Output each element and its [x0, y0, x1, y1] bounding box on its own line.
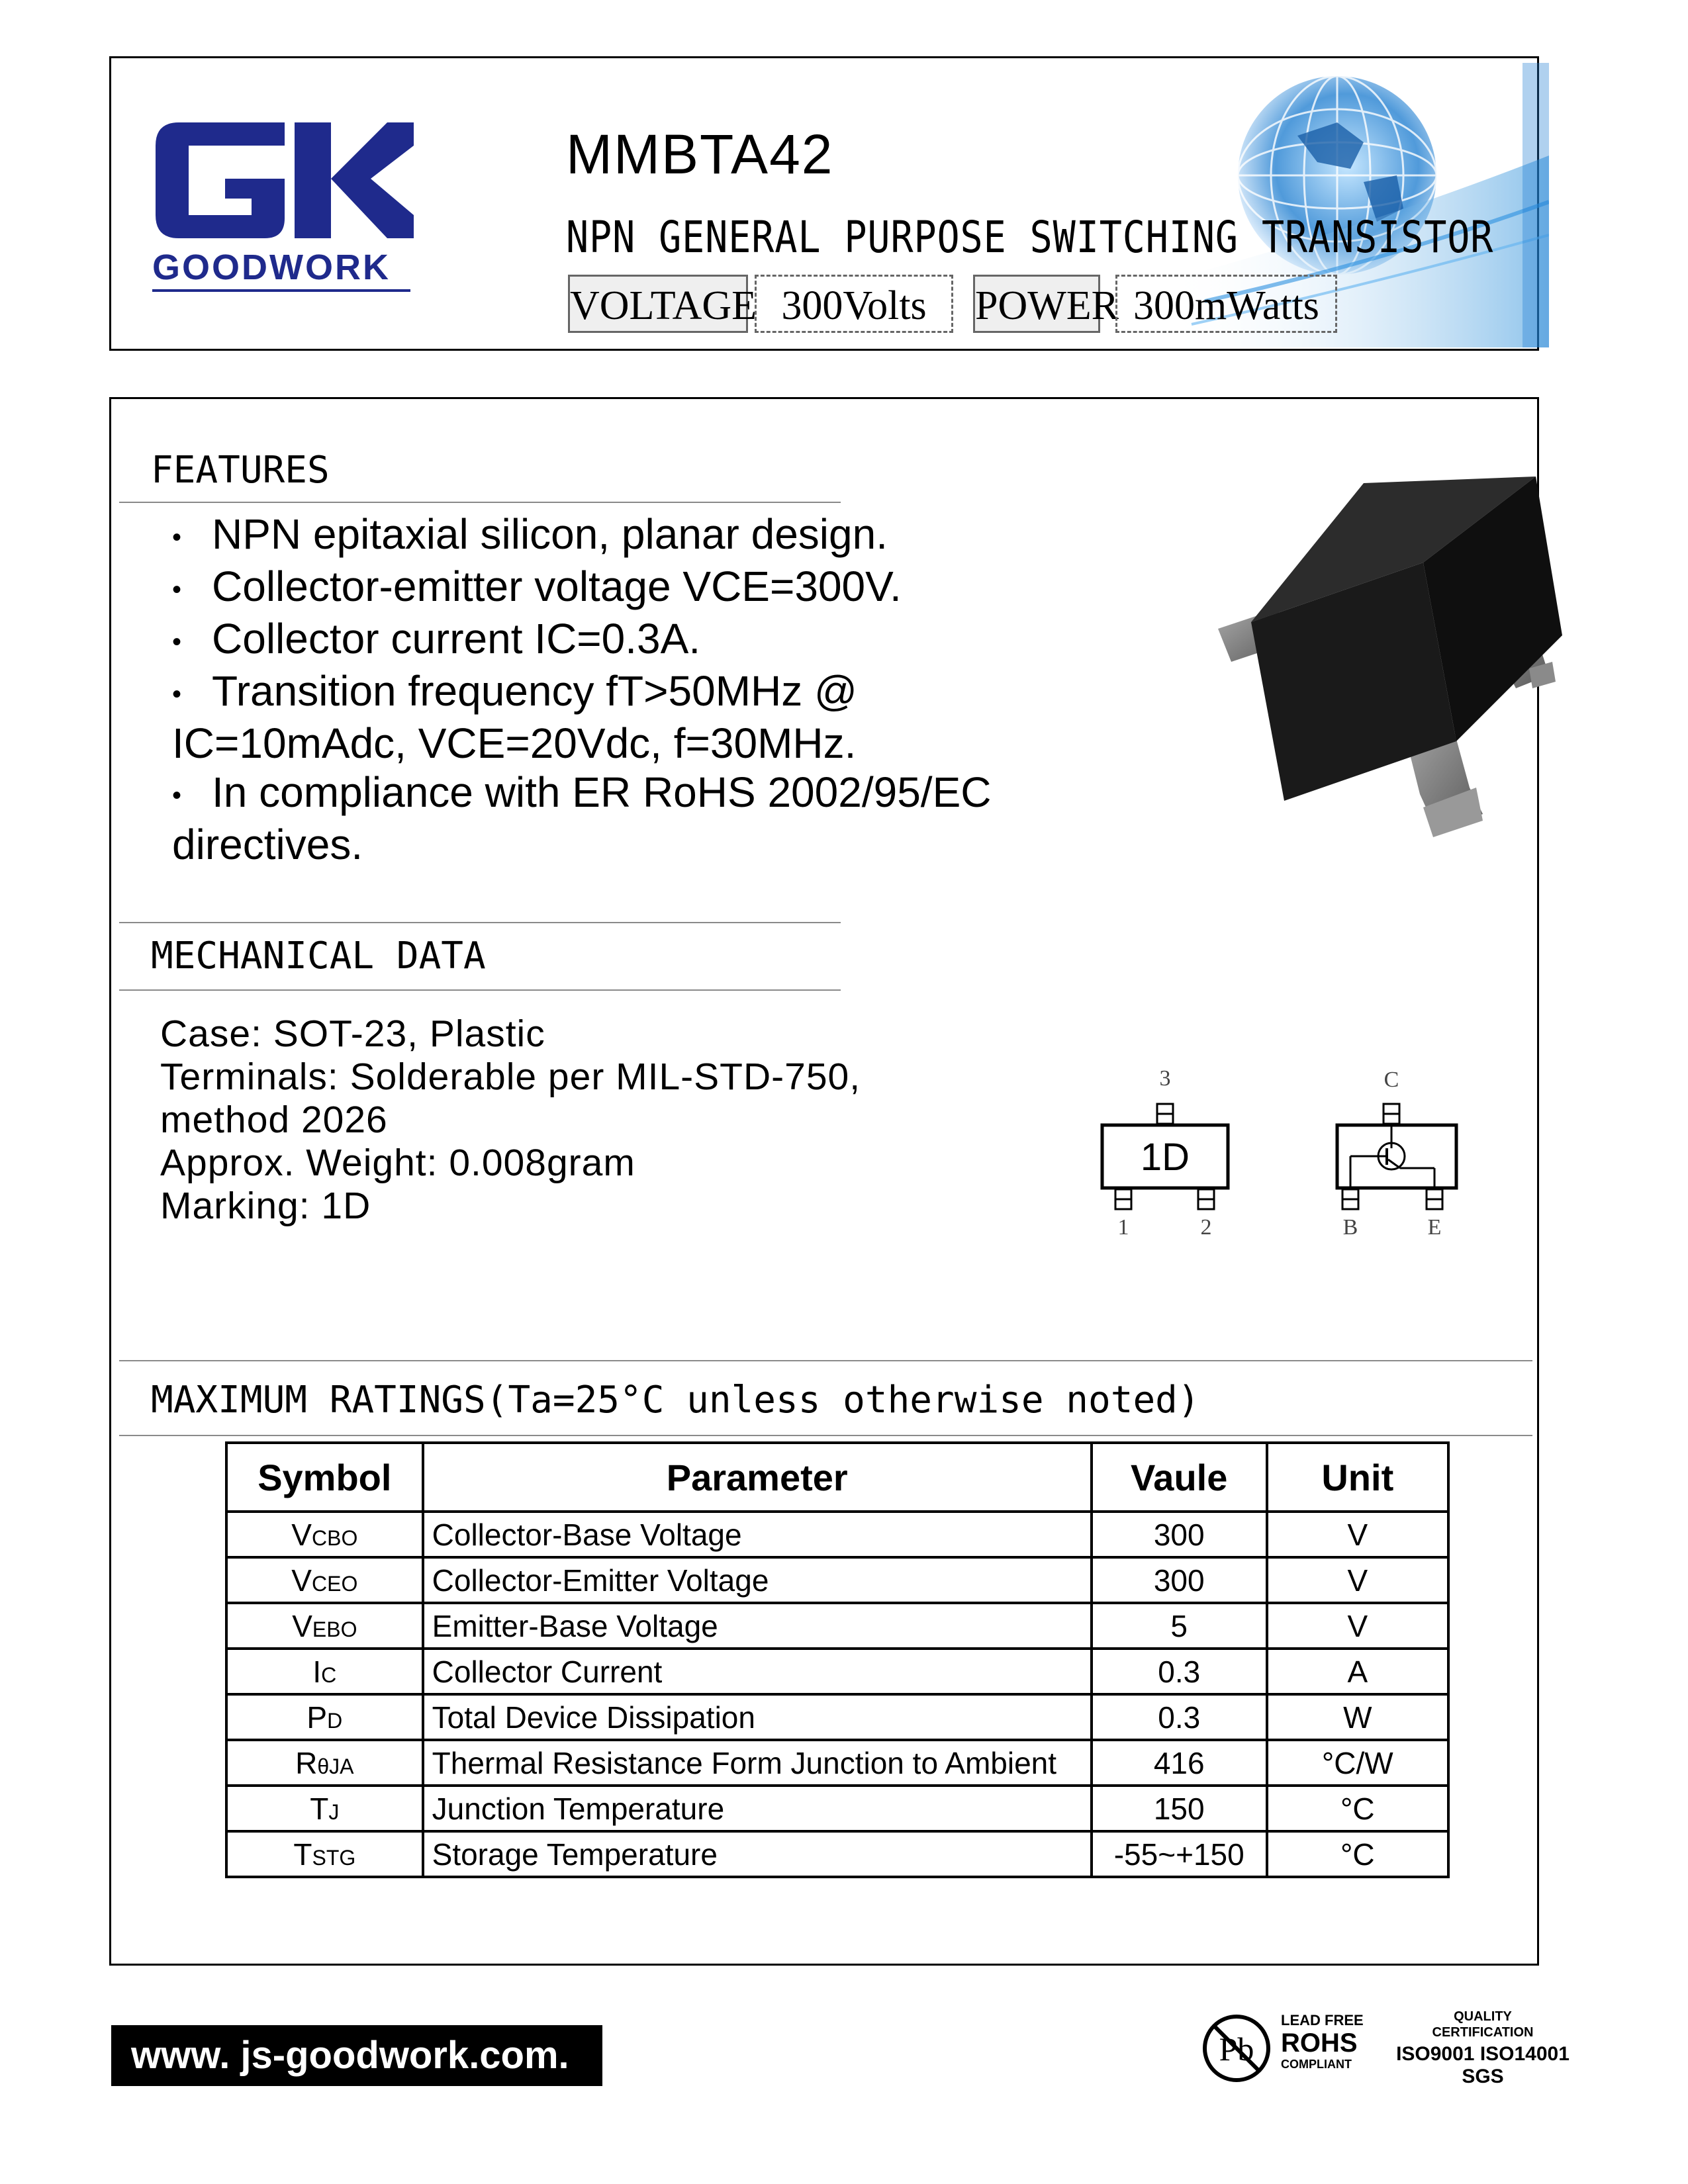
pinout-schematic: [1324, 1059, 1470, 1244]
feature-item: [172, 614, 1099, 666]
feature-text: Collector current IC=0.3A.: [212, 615, 701, 663]
unit-cell: V: [1267, 1512, 1448, 1557]
symbol-subscript: CEO: [311, 1571, 358, 1596]
symbol-cell: [226, 1740, 423, 1786]
table-row: [226, 1831, 1448, 1877]
unit-cell: °C: [1267, 1786, 1448, 1831]
power-value: 300mWatts: [1115, 275, 1337, 333]
value-cell: 300: [1092, 1512, 1267, 1557]
mechanical-line: method 2026: [160, 1099, 388, 1141]
rohs-text: ROHS: [1281, 2028, 1358, 2058]
symbol-main: T: [293, 1837, 312, 1872]
sot23-package-image: [1205, 477, 1562, 887]
ratings-table: [225, 1441, 1450, 1878]
compliant-text: COMPLIANT: [1281, 2058, 1352, 2071]
symbol-main: V: [291, 1563, 312, 1598]
brand-name: GOODWORK: [152, 248, 391, 287]
parameter-cell: Collector Current: [423, 1649, 1092, 1694]
bullet-icon: •: [172, 575, 182, 605]
value-cell: 416: [1092, 1740, 1267, 1786]
symbol-subscript: θJA: [317, 1754, 354, 1778]
quality-text: QUALITY: [1454, 2009, 1512, 2024]
symbol-main: T: [310, 1791, 329, 1826]
feature-text: NPN epitaxial silicon, planar design.: [212, 510, 888, 558]
table-row: [226, 1603, 1448, 1649]
symbol-subscript: EBO: [312, 1617, 357, 1641]
column-header-unit: Unit: [1267, 1443, 1448, 1512]
features-heading: FEATURES: [151, 449, 330, 492]
feature-text: Transition frequency fT>50MHz @: [212, 667, 857, 715]
table-row: [226, 1740, 1448, 1786]
column-header-parameter: Parameter: [423, 1443, 1092, 1512]
parameter-cell: Storage Temperature: [423, 1831, 1092, 1877]
symbol-subscript: D: [327, 1708, 343, 1733]
mechanical-line: Approx. Weight: 0.008gram: [160, 1142, 635, 1184]
symbol-subscript: CBO: [311, 1525, 358, 1550]
gk-logo-mark: [152, 116, 417, 242]
mechanical-rule-bottom: [119, 989, 841, 991]
symbol-subscript: C: [321, 1662, 337, 1687]
mechanical-line: Terminals: Solderable per MIL-STD-750,: [160, 1056, 861, 1098]
mechanical-rule-top: [119, 922, 841, 923]
symbol-cell: [226, 1512, 423, 1557]
quality-certification-badge: [1380, 2002, 1585, 2088]
symbol-main: V: [291, 1517, 312, 1552]
ratings-heading: MAXIMUM RATINGS(Ta=25°C unless otherwise noted): [151, 1379, 1200, 1422]
symbol-cell: [226, 1694, 423, 1740]
features-rule: [119, 502, 841, 503]
table-row: [226, 1786, 1448, 1831]
symbol-cell: [226, 1649, 423, 1694]
symbol-cell: [226, 1557, 423, 1603]
website-link[interactable]: www. js-goodwork.com.: [111, 2025, 602, 2086]
mechanical-line: Case: SOT-23, Plastic: [160, 1013, 545, 1055]
iso-text: ISO9001 ISO14001: [1396, 2043, 1570, 2065]
bullet-icon: •: [172, 523, 182, 553]
pin-label-b: B: [1342, 1215, 1358, 1240]
symbol-main: P: [306, 1700, 328, 1735]
symbol-subscript: J: [328, 1799, 340, 1824]
value-cell: 300: [1092, 1557, 1267, 1603]
certification-text: CERTIFICATION: [1432, 2025, 1534, 2040]
parameter-cell: Thermal Resistance Form Junction to Ambient: [423, 1740, 1092, 1786]
symbol-subscript: STG: [312, 1845, 356, 1870]
table-row: [226, 1557, 1448, 1603]
symbol-main: I: [312, 1654, 322, 1689]
parameter-cell: Collector-Base Voltage: [423, 1512, 1092, 1557]
symbol-cell: [226, 1831, 423, 1877]
symbol-main: R: [295, 1745, 318, 1780]
lead-free-rohs-badge: [1198, 2002, 1397, 2088]
mechanical-line: Marking: 1D: [160, 1185, 371, 1227]
pin-label-2: 2: [1200, 1215, 1212, 1240]
part-number: MMBTA42: [566, 123, 834, 185]
lead-free-text: LEAD FREE: [1281, 2012, 1364, 2028]
feature-item: [172, 562, 1099, 614]
column-header-value: Vaule: [1092, 1443, 1267, 1512]
ratings-rule-top: [119, 1360, 1532, 1361]
value-cell: 0.3: [1092, 1694, 1267, 1740]
table-header-row: [226, 1443, 1448, 1512]
marking-code: 1D: [1140, 1136, 1190, 1179]
mechanical-heading: MECHANICAL DATA: [151, 934, 486, 978]
table-row: [226, 1512, 1448, 1557]
feature-text-cont: IC=10mAdc, VCE=20Vdc, f=30MHz.: [172, 719, 857, 768]
value-cell: -55~+150: [1092, 1831, 1267, 1877]
unit-cell: W: [1267, 1694, 1448, 1740]
bullet-icon: •: [172, 781, 182, 811]
value-cell: 5: [1092, 1603, 1267, 1649]
pin-label-e: E: [1427, 1215, 1442, 1240]
pb-mark: Pb: [1219, 2030, 1254, 2068]
ratings-rule-bottom: [119, 1435, 1532, 1436]
pin-label-1: 1: [1117, 1215, 1129, 1240]
table-row: [226, 1694, 1448, 1740]
feature-item: [172, 768, 1099, 869]
power-label: POWER: [973, 275, 1100, 333]
parameter-cell: Junction Temperature: [423, 1786, 1092, 1831]
value-cell: 150: [1092, 1786, 1267, 1831]
value-cell: 0.3: [1092, 1649, 1267, 1694]
unit-cell: V: [1267, 1557, 1448, 1603]
symbol-cell: [226, 1603, 423, 1649]
feature-text: Collector-emitter voltage VCE=300V.: [212, 563, 902, 611]
unit-cell: A: [1267, 1649, 1448, 1694]
parameter-cell: Total Device Dissipation: [423, 1694, 1092, 1740]
bullet-icon: •: [172, 680, 182, 709]
parameter-cell: Collector-Emitter Voltage: [423, 1557, 1092, 1603]
unit-cell: °C: [1267, 1831, 1448, 1877]
bullet-icon: •: [172, 627, 182, 657]
symbol-main: V: [292, 1608, 312, 1643]
unit-cell: °C/W: [1267, 1740, 1448, 1786]
feature-item: [172, 666, 1099, 768]
pin-label-c: C: [1383, 1068, 1399, 1092]
brand-underline: [152, 289, 410, 292]
pin-label-3: 3: [1159, 1066, 1171, 1091]
voltage-value: 300Volts: [755, 275, 953, 333]
voltage-label: VOLTAGE: [568, 275, 748, 333]
parameter-cell: Emitter-Base Voltage: [423, 1603, 1092, 1649]
goodwork-logo: [152, 116, 417, 301]
marking-diagram: [1099, 1059, 1231, 1244]
unit-cell: V: [1267, 1603, 1448, 1649]
column-header-symbol: Symbol: [226, 1443, 423, 1512]
feature-item: [172, 510, 1099, 562]
features-list: [172, 510, 1099, 869]
sgs-text: SGS: [1462, 2066, 1504, 2087]
table-row: [226, 1649, 1448, 1694]
symbol-cell: [226, 1786, 423, 1831]
feature-text: In compliance with ER RoHS 2002/95/EC: [212, 768, 992, 817]
feature-text-cont: directives.: [172, 821, 363, 869]
device-subtitle: NPN GENERAL PURPOSE SWITCHING TRANSISTOR: [566, 212, 1494, 263]
